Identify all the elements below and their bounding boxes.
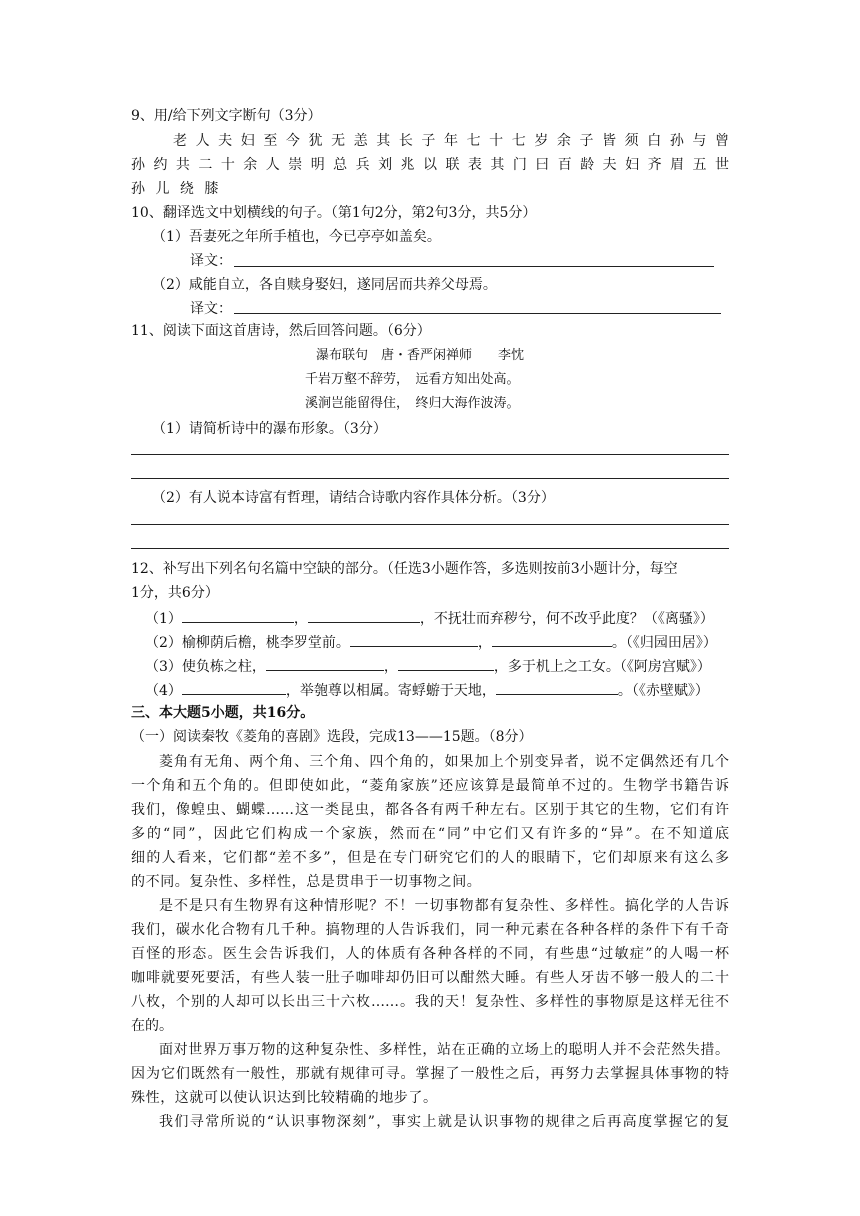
q12-blank-2a[interactable]: [350, 632, 478, 647]
poem-title: 瀑布联句 唐・香严闲禅师 李忱: [316, 348, 525, 363]
q12-item-3-rest: ，多于机上之工女。（《阿房宫赋》）: [493, 659, 711, 675]
passage-line-14: 因为它们既然有一般性，那就有规律可寻。掌握了一般性之后，再努力去掌握具体事物的特: [131, 1066, 729, 1082]
q12-item-1-rest: ，不抚壮而弃秽兮，何不改乎此度？（《离骚》）: [419, 611, 714, 627]
passage-line-12: 在的。: [131, 1018, 173, 1034]
section3-subheading: （一）阅读秦牧《菱角的喜剧》选段，完成13——15题。（8分）: [131, 729, 533, 745]
q12-blank-2b[interactable]: [492, 632, 612, 647]
passage-line-9: 百怪的形态。医生会告诉我们，人的体质有各种各样的不同，有些患“过敏症”的人喝一杯: [131, 946, 729, 962]
q12-item-3-sep: ，: [383, 659, 398, 675]
q12-item-1-sep: ，: [293, 611, 308, 627]
passage-line-7: 是不是只有生物界有这种情形呢？不！一切事物都有复杂性、多样性。搞化学的人告诉: [159, 898, 729, 914]
passage-line-8: 我们，碳水化合物有几千种。搞物理的人告诉我们，同一种元素在各种各样的条件下有千奇: [131, 922, 729, 938]
passage-line-4: 多的“同”，因此它们构成一个家族，然而在“同”中它们又有许多的“异”。在不知道底: [131, 826, 729, 842]
q12-item-1-prefix: （1）: [145, 611, 182, 627]
q10-answer-line-1[interactable]: [234, 266, 714, 267]
q12-item-2-prefix: （2）榆柳荫后檐，桃李罗堂前。: [145, 635, 350, 651]
passage-line-5: 细的人看来，它们都“差不多”，但是在专门研究它们的人的眼睛下，它们却原来有这么多: [131, 850, 729, 866]
q12-title-line-2: 1分，共6分）: [131, 585, 219, 601]
q12-item-1: [145, 608, 714, 629]
q10-sentence-2: （2）咸能自立，各自赎身娶妇，遂同居而共养父母焉。: [152, 277, 497, 293]
q11-subquestion-2: （2）有人说本诗富有哲理，请结合诗歌内容作具体分析。（3分）: [152, 490, 555, 506]
passage-line-2: 一个角和五个角的。但即使如此，“菱角家族”还应该算是最简单不过的。生物学书籍告诉: [131, 778, 729, 794]
passage-line-1: 菱角有无角、两个角、三个角、四个角的，如果加上个别变异者，说不定偶然还有几个: [159, 754, 729, 770]
q9-text-line-2: 孙 约 共 二 十 余 人 崇 明 总 兵 刘 兆 以 联 表 其 门 曰 百 龄 夫 妇 齐 眉 五 世: [131, 157, 729, 173]
q10-answer-label-1: 译文：: [190, 253, 232, 269]
q12-item-2-sep: ，: [477, 635, 492, 651]
passage-line-10: 咖啡就要死要活，有些人装一肚子咖啡却仍旧可以酣然大睡。有些人牙齿不够一般人的二十: [131, 970, 729, 986]
q12-item-3-prefix: （3）使负栋之柱，: [145, 659, 266, 675]
q12-blank-3b[interactable]: [398, 656, 494, 671]
q12-item-4: [145, 680, 709, 701]
q12-item-4-prefix: （4）: [145, 683, 182, 699]
q12-title-line-1: 12、补写出下列名句名篇中空缺的部分。（任选3小题作答，多选则按前3小题计分，每空: [131, 561, 678, 577]
q11-answer-line-4[interactable]: [131, 548, 729, 549]
passage-line-6: 的不同。复杂性、多样性，总是贯串于一切事物之间。: [131, 874, 482, 890]
q9-title: 9、用/给下列文字断句（3分）: [131, 108, 322, 124]
passage-line-13: 面对世界万事万物的这种复杂性、多样性，站在正确的立场上的聪明人并不会茫然失措。: [159, 1042, 729, 1058]
q11-answer-line-2[interactable]: [131, 478, 729, 479]
q9-text-line-3: 孙 儿 绕 膝: [131, 181, 222, 197]
poem-line-1: 千岩万壑不辞劳， 远看方知出处高。: [305, 372, 520, 387]
passage-line-15: 殊性，这就可以使认识达到比较精确的地步了。: [131, 1090, 438, 1106]
q12-item-2: [145, 632, 717, 653]
q12-item-4-rest: 。（《赤壁赋》）: [617, 683, 709, 699]
q11-answer-line-1[interactable]: [131, 454, 729, 455]
q11-title: 11、阅读下面这首唐诗，然后回答问题。（6分）: [131, 323, 431, 339]
q10-answer-line-2[interactable]: [234, 313, 721, 314]
q12-blank-1a[interactable]: [182, 608, 294, 623]
q12-blank-4b[interactable]: [496, 680, 618, 695]
q11-answer-line-3[interactable]: [131, 524, 729, 525]
q12-blank-1b[interactable]: [308, 608, 420, 623]
q12-item-3: [145, 656, 711, 677]
q12-item-2-rest: 。（《归园田居》）: [611, 635, 717, 651]
q12-blank-4a[interactable]: [182, 680, 286, 695]
q10-title: 10、翻译选文中划横线的句子。（第1句2分，第2句3分，共5分）: [131, 205, 537, 221]
q12-blank-3a[interactable]: [266, 656, 384, 671]
section3-heading: 三、本大题5小题，共16分。: [131, 705, 315, 721]
poem-line-2: 溪涧岂能留得住， 终归大海作波涛。: [305, 396, 520, 411]
passage-line-16: 我们寻常所说的“认识事物深刻”，事实上就是认识事物的规律之后再高度掌握它的复: [159, 1114, 729, 1130]
passage-line-11: 八枚，个别的人却可以长出三十六枚……。我的天！复杂性、多样性的事物原是这样无往不: [131, 994, 729, 1010]
q9-text-line-1: 老 人 夫 妇 至 今 犹 无 恙 其 长 子 年 七 十 七 岁 余 子 皆 须 白 孙 与 曾: [173, 133, 729, 149]
q11-subquestion-1: （1）请简析诗中的瀑布形象。（3分）: [152, 421, 387, 437]
q10-answer-label-2: 译文：: [190, 301, 232, 317]
q12-item-4-mid: ，举匏尊以相属。寄蜉蝣于天地，: [285, 683, 496, 699]
passage-line-3: 我们，像蝗虫、蝴蝶……这一类昆虫，都各各有两千种左右。区别于其它的生物，它们有许: [131, 802, 729, 818]
q10-sentence-1: （1）吾妻死之年所手植也，今已亭亭如盖矣。: [152, 229, 441, 245]
